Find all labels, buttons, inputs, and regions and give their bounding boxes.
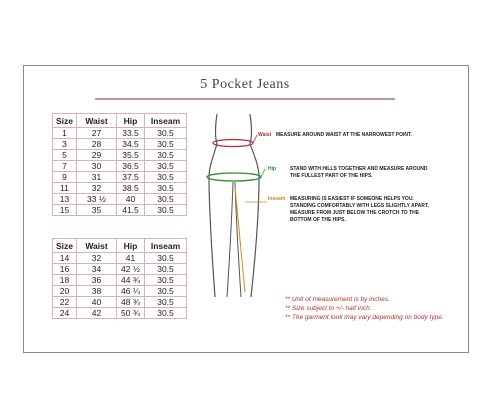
cell-hip: 40 [117, 194, 145, 205]
table-row [53, 150, 187, 161]
inseam-instruction-line4: BOTTOM OF THE HIPS. [290, 217, 346, 223]
cell-size: 15 [53, 205, 77, 216]
footnote-unit: ** Unit of measurement is by inches. [285, 296, 390, 303]
table-row [53, 183, 187, 194]
table-header-row [53, 239, 187, 253]
waist-label: Waist [258, 132, 272, 138]
cell-hip: 34.5 [117, 139, 145, 150]
cell-waist: 33 ½ [77, 194, 117, 205]
cell-inseam: 30.5 [145, 128, 187, 139]
column-header-hip: Hip [117, 239, 145, 253]
column-header-inseam: Inseam [145, 239, 187, 253]
hip-label: Hip [268, 166, 277, 172]
cell-inseam: 30.5 [145, 297, 187, 308]
cell-waist: 40 [77, 297, 117, 308]
page-title: 5 Pocket Jeans [200, 77, 290, 92]
cell-inseam: 30.5 [145, 253, 187, 264]
cell-waist: 29 [77, 150, 117, 161]
table-row [53, 297, 187, 308]
cell-waist: 34 [77, 264, 117, 275]
title-divider [95, 98, 395, 100]
column-header-size: Size [53, 239, 77, 253]
cell-hip: 37.5 [117, 172, 145, 183]
cell-inseam: 30.5 [145, 264, 187, 275]
cell-waist: 28 [77, 139, 117, 150]
cell-size: 9 [53, 172, 77, 183]
size-table-plus [52, 238, 187, 319]
footnote-body-type: ** The garment look may vary depending on body type. [285, 314, 444, 321]
column-header-size: Size [53, 114, 77, 128]
table-row [53, 286, 187, 297]
cell-inseam: 30.5 [145, 205, 187, 216]
column-header-inseam: Inseam [145, 114, 187, 128]
column-header-waist: Waist [77, 114, 117, 128]
table-row [53, 128, 187, 139]
table-row [53, 172, 187, 183]
cell-inseam: 30.5 [145, 308, 187, 319]
cell-waist: 31 [77, 172, 117, 183]
cell-size: 22 [53, 297, 77, 308]
cell-hip: 41.5 [117, 205, 145, 216]
table-row [53, 139, 187, 150]
cell-waist: 42 [77, 308, 117, 319]
hip-instruction-line2: THE FULLEST PART OF THE HIPS. [290, 173, 373, 179]
cell-hip: 42 ½ [117, 264, 145, 275]
cell-hip: 44 ¾ [117, 275, 145, 286]
cell-hip: 33.5 [117, 128, 145, 139]
waist-instruction: MEASURE AROUND WAIST AT THE NARROWEST POINT. [276, 132, 412, 138]
cell-size: 1 [53, 128, 77, 139]
cell-waist: 30 [77, 161, 117, 172]
inseam-label: Inseam [268, 196, 286, 202]
footnote-size-tolerance: ** Size subject to +/- half inch. [285, 305, 372, 312]
cell-waist: 32 [77, 253, 117, 264]
table-row [53, 308, 187, 319]
cell-size: 3 [53, 139, 77, 150]
cell-inseam: 30.5 [145, 275, 187, 286]
inseam-instruction-line1: MEASURING IS EASIEST IF SOMEONE HELPS YOU. [290, 196, 414, 202]
table-row [53, 275, 187, 286]
cell-size: 11 [53, 183, 77, 194]
inseam-instruction-line3: MEASURE FROM JUST BELOW THE CROTCH TO THE [290, 210, 420, 216]
cell-size: 7 [53, 161, 77, 172]
cell-waist: 38 [77, 286, 117, 297]
column-header-waist: Waist [77, 239, 117, 253]
cell-inseam: 30.5 [145, 194, 187, 205]
table-row [53, 253, 187, 264]
column-header-hip: Hip [117, 114, 145, 128]
body-silhouette-figure [195, 112, 285, 302]
size-table-regular [52, 113, 187, 216]
footnotes [285, 295, 470, 322]
cell-inseam: 30.5 [145, 286, 187, 297]
cell-inseam: 30.5 [145, 161, 187, 172]
cell-hip: 48 ¾ [117, 297, 145, 308]
cell-waist: 36 [77, 275, 117, 286]
cell-inseam: 30.5 [145, 183, 187, 194]
cell-hip: 50 ¾ [117, 308, 145, 319]
cell-hip: 36.5 [117, 161, 145, 172]
table-header-row [53, 114, 187, 128]
table-row [53, 264, 187, 275]
cell-hip: 35.5 [117, 150, 145, 161]
cell-inseam: 30.5 [145, 172, 187, 183]
table-row [53, 194, 187, 205]
cell-hip: 46 ¼ [117, 286, 145, 297]
cell-hip: 38.5 [117, 183, 145, 194]
cell-hip: 41 [117, 253, 145, 264]
cell-size: 24 [53, 308, 77, 319]
cell-size: 18 [53, 275, 77, 286]
cell-size: 5 [53, 150, 77, 161]
cell-size: 16 [53, 264, 77, 275]
cell-waist: 27 [77, 128, 117, 139]
cell-size: 13 [53, 194, 77, 205]
cell-waist: 32 [77, 183, 117, 194]
table-row [53, 161, 187, 172]
cell-size: 20 [53, 286, 77, 297]
cell-inseam: 30.5 [145, 139, 187, 150]
cell-waist: 35 [77, 205, 117, 216]
inseam-instruction-line2: STANDING COMFORTABLY WITH LEGS SLIGHTLY APART, [290, 203, 429, 209]
hip-instruction-line1: STAND WITH HILLS TOGETHER AND MEASURE AROUND [290, 166, 428, 172]
cell-size: 14 [53, 253, 77, 264]
table-row [53, 205, 187, 216]
cell-inseam: 30.5 [145, 150, 187, 161]
